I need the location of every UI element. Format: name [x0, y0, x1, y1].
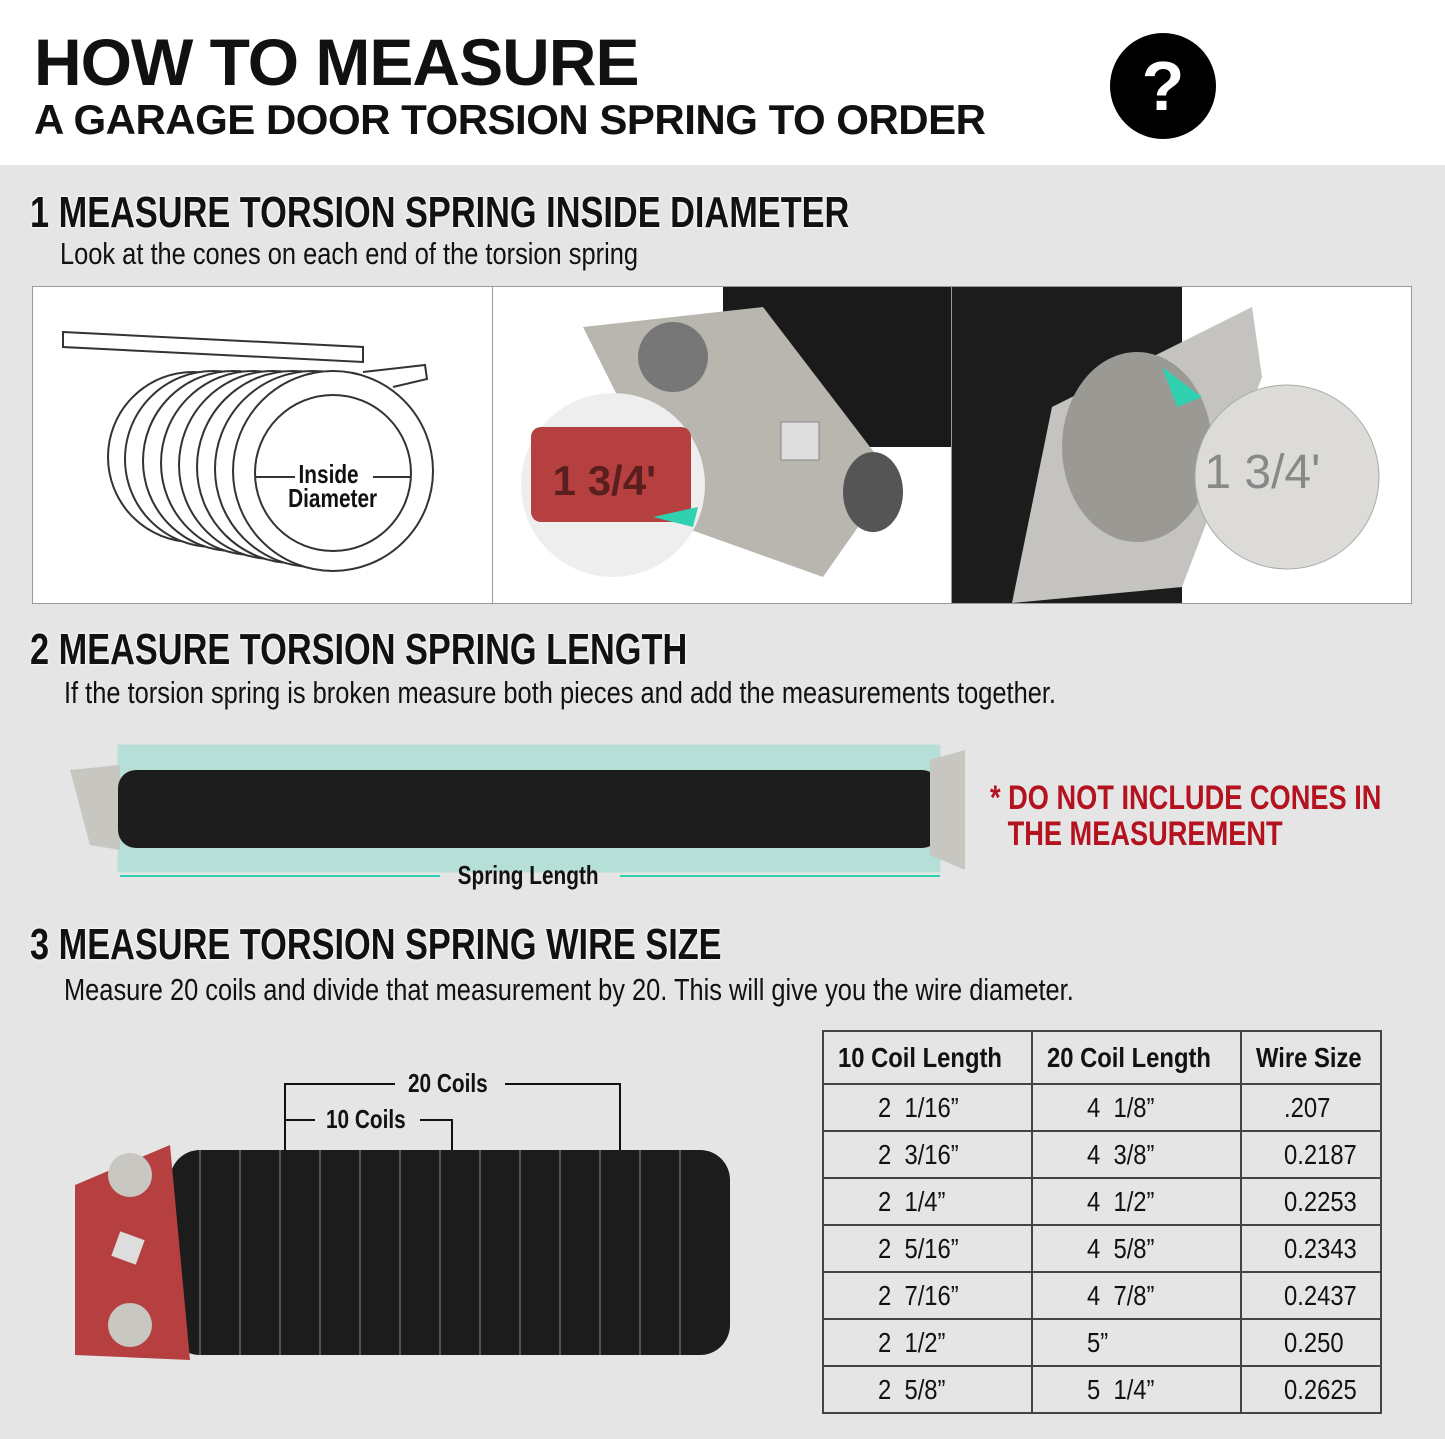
- table-row: [823, 1366, 1381, 1413]
- section3-subtext: Measure 20 coils and divide that measurement by 20. This will give you the wire diameter.: [64, 972, 1074, 1007]
- table-cell: [1241, 1225, 1381, 1272]
- diameter-panel: [32, 286, 1412, 604]
- section1-subtext: Look at the cones on each end of the torsion spring: [60, 236, 638, 271]
- header-10-coil: 10 Coil Length: [838, 1041, 1002, 1073]
- table-cell: [1241, 1178, 1381, 1225]
- section1-heading: 1 MEASURE TORSION SPRING INSIDE DIAMETER: [30, 188, 850, 237]
- question-icon: ?: [1110, 33, 1216, 139]
- cell-value: 5 1/4”: [1086, 1373, 1155, 1405]
- table-cell: [1241, 1131, 1381, 1178]
- ten-coils-label: 10 Coils: [325, 1104, 406, 1134]
- cell-value: 4 1/2”: [1086, 1185, 1155, 1217]
- section2-subtext: If the torsion spring is broken measure both pieces and add the measurements together.: [64, 675, 1056, 710]
- silver-cone-illustration: [952, 287, 1411, 603]
- table-cell: [1241, 1084, 1381, 1131]
- table-row: [823, 1131, 1381, 1178]
- table-cell: [823, 1319, 1032, 1366]
- table-cell: [1032, 1366, 1241, 1413]
- cell-value: .207: [1283, 1091, 1331, 1123]
- table-cell: [1241, 1319, 1381, 1366]
- table-cell: [1241, 1272, 1381, 1319]
- cell-value: 0.2343: [1283, 1232, 1357, 1264]
- table-cell: [1032, 1084, 1241, 1131]
- cone-marking-silver: 1 3/4': [1204, 446, 1321, 499]
- section2-heading: 2 MEASURE TORSION SPRING LENGTH: [30, 625, 688, 674]
- page-subtitle: A GARAGE DOOR TORSION SPRING TO ORDER: [34, 96, 986, 143]
- twenty-coils-label: 20 Coils: [407, 1068, 488, 1098]
- cell-value: 4 5/8”: [1086, 1232, 1155, 1264]
- cell-value: 4 3/8”: [1086, 1138, 1155, 1170]
- section3-heading: 3 MEASURE TORSION SPRING WIRE SIZE: [30, 920, 722, 969]
- cell-value: 2 5/8”: [878, 1373, 946, 1405]
- cone-marking: 1 3/4': [552, 457, 657, 504]
- coil-diagram: [33, 287, 493, 603]
- cell-value: 0.2187: [1283, 1138, 1357, 1170]
- table-row: [823, 1178, 1381, 1225]
- cell-value: 0.2625: [1283, 1373, 1357, 1405]
- table-cell: [1032, 1272, 1241, 1319]
- header-wire-size: Wire Size: [1255, 1041, 1362, 1073]
- table-cell: [823, 1084, 1032, 1131]
- cell-value: 5”: [1086, 1326, 1109, 1358]
- table-cell: [823, 1225, 1032, 1272]
- table-cell: [823, 1178, 1032, 1225]
- cell-value: 2 5/16”: [878, 1232, 959, 1264]
- table-row: [823, 1272, 1381, 1319]
- cell-value: 2 1/16”: [878, 1091, 959, 1123]
- cell-value: 0.2437: [1283, 1279, 1357, 1311]
- cell-value: 2 3/16”: [878, 1138, 959, 1170]
- table-row: [823, 1319, 1381, 1366]
- table-cell: [1032, 1131, 1241, 1178]
- table-cell: [823, 1131, 1032, 1178]
- cell-value: 2 1/2”: [878, 1326, 946, 1358]
- table-cell: [1032, 1319, 1241, 1366]
- cell-value: 4 7/8”: [1086, 1279, 1155, 1311]
- cone-photo-red: [493, 287, 953, 603]
- wire-size-table: [822, 1030, 1382, 1414]
- table-cell: [1032, 1225, 1241, 1272]
- note-line-2: THE MEASUREMENT: [1007, 815, 1283, 853]
- table-cell: [1241, 1366, 1381, 1413]
- diameter-label: Diameter: [288, 483, 378, 513]
- table-cell: [1032, 1178, 1241, 1225]
- spring-length-illustration: [60, 740, 980, 880]
- inside-label: Inside: [298, 459, 359, 489]
- table-cell: [823, 1366, 1032, 1413]
- cell-value: 0.250: [1283, 1326, 1344, 1358]
- red-cone-illustration: [493, 287, 953, 603]
- cell-value: 0.2253: [1283, 1185, 1357, 1217]
- coil-illustration: [33, 287, 491, 603]
- cell-value: 4 1/8”: [1086, 1091, 1155, 1123]
- cell-value: 2 7/16”: [878, 1279, 959, 1311]
- cones-note: [990, 780, 1381, 852]
- page-title: HOW TO MEASURE: [34, 25, 639, 99]
- table-row: [823, 1225, 1381, 1272]
- spring-length-label: Spring Length: [457, 860, 599, 890]
- header-20-coil: 20 Coil Length: [1046, 1041, 1211, 1073]
- cone-photo-silver: [952, 287, 1411, 603]
- note-line-1: * DO NOT INCLUDE CONES IN: [990, 779, 1382, 817]
- table-cell: [823, 1272, 1032, 1319]
- table-row: [823, 1084, 1381, 1131]
- cell-value: 2 1/4”: [878, 1185, 946, 1217]
- table-header-row: [823, 1031, 1381, 1084]
